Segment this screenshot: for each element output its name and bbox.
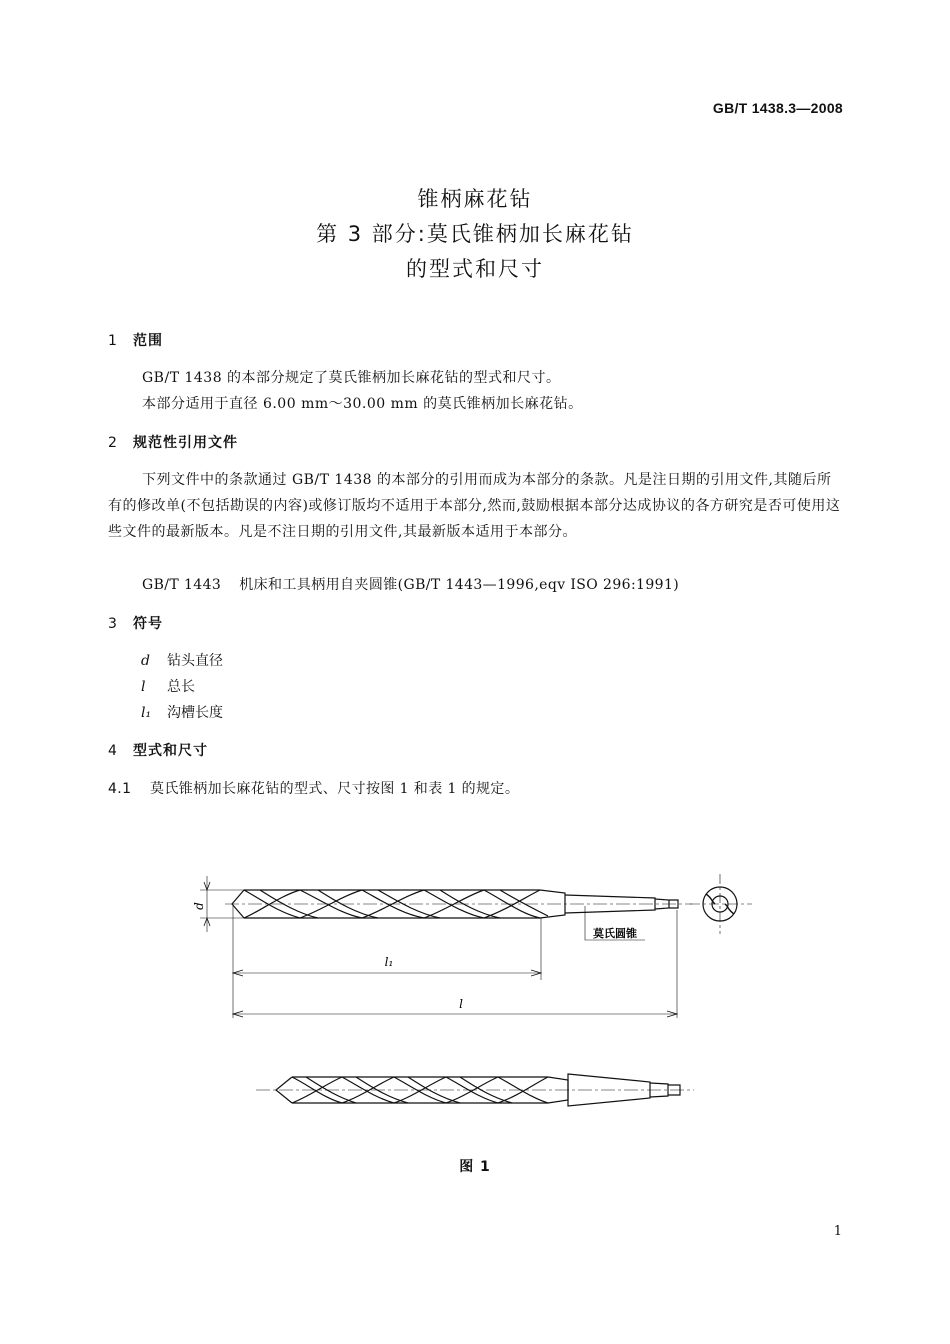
drill-perspective-view: [256, 1074, 694, 1106]
section-1-para-1: GB/T 1438 的本部分规定了莫氏锥柄加长麻花钻的型式和尺寸。: [142, 370, 561, 386]
label-morse-taper: 莫氏圆锥: [593, 927, 637, 940]
symbol-row: [141, 650, 223, 670]
drill-end-view: [690, 874, 752, 934]
section-4-number: 4: [108, 743, 118, 759]
subsection-4-1-text: 莫氏锥柄加长麻花钻的型式、尺寸按图 1 和表 1 的规定。: [150, 781, 520, 797]
symbol: l₁: [141, 705, 152, 721]
section-3-heading: [108, 613, 163, 633]
title-line-2: 第 3 部分:莫氏锥柄加长麻花钻: [316, 222, 634, 246]
subsection-4-1: [108, 778, 519, 798]
figure-caption: 图 1: [459, 1159, 491, 1175]
symbol-description: 总长: [167, 679, 195, 695]
section-1-heading: [108, 330, 163, 350]
page-number: 1: [833, 1224, 842, 1239]
section-3-number: 3: [108, 616, 118, 632]
section-2-heading: [108, 432, 238, 452]
section-4-heading: [108, 740, 208, 760]
symbol: l: [141, 679, 146, 695]
symbol-description: 沟槽长度: [167, 705, 223, 721]
title-line-3: 的型式和尺寸: [406, 257, 544, 281]
symbol-row: [141, 702, 223, 722]
label-d: d: [192, 902, 206, 910]
section-1-number: 1: [108, 333, 118, 349]
label-l1: l₁: [384, 955, 394, 969]
reference-title: 机床和工具柄用自夹圆锥(GB/T 1443—1996,eqv ISO 296:1991): [239, 577, 680, 593]
label-l: l: [459, 997, 463, 1011]
section-2-para-1: 下列文件中的条款通过 GB/T 1438 的本部分的引用而成为本部分的条款。凡是注日期的引用文件,其随后所有的修改单(不包括勘误的内容)或修订版均不适用于本部分,然而,鼓励根据本部分达成协议的各方研究是否可使用这些文件的最新版本。凡是不注日期的引用文件,其最新版本适用于本部分。: [108, 472, 841, 540]
section-4-title: 型式和尺寸: [133, 743, 208, 759]
section-1-title: 范围: [133, 333, 163, 349]
subsection-4-1-number: 4.1: [108, 781, 132, 797]
section-2-number: 2: [108, 435, 118, 451]
section-2-reference: [142, 574, 679, 594]
drill-side-view: [200, 876, 692, 1018]
section-1-para-2: 本部分适用于直径 6.00 mm～30.00 mm 的莫氏锥柄加长麻花钻。: [142, 396, 583, 412]
section-2-title: 规范性引用文件: [133, 435, 238, 451]
title-line-1: 锥柄麻花钻: [417, 187, 533, 211]
figure-1-drawing: [0, 840, 950, 1140]
symbol-row: [141, 676, 195, 696]
symbol: d: [141, 653, 150, 669]
standard-code: GB/T 1438.3—2008: [712, 100, 843, 116]
reference-code: GB/T 1443: [142, 577, 222, 593]
section-3-title: 符号: [133, 616, 163, 632]
symbol-description: 钻头直径: [167, 653, 223, 669]
